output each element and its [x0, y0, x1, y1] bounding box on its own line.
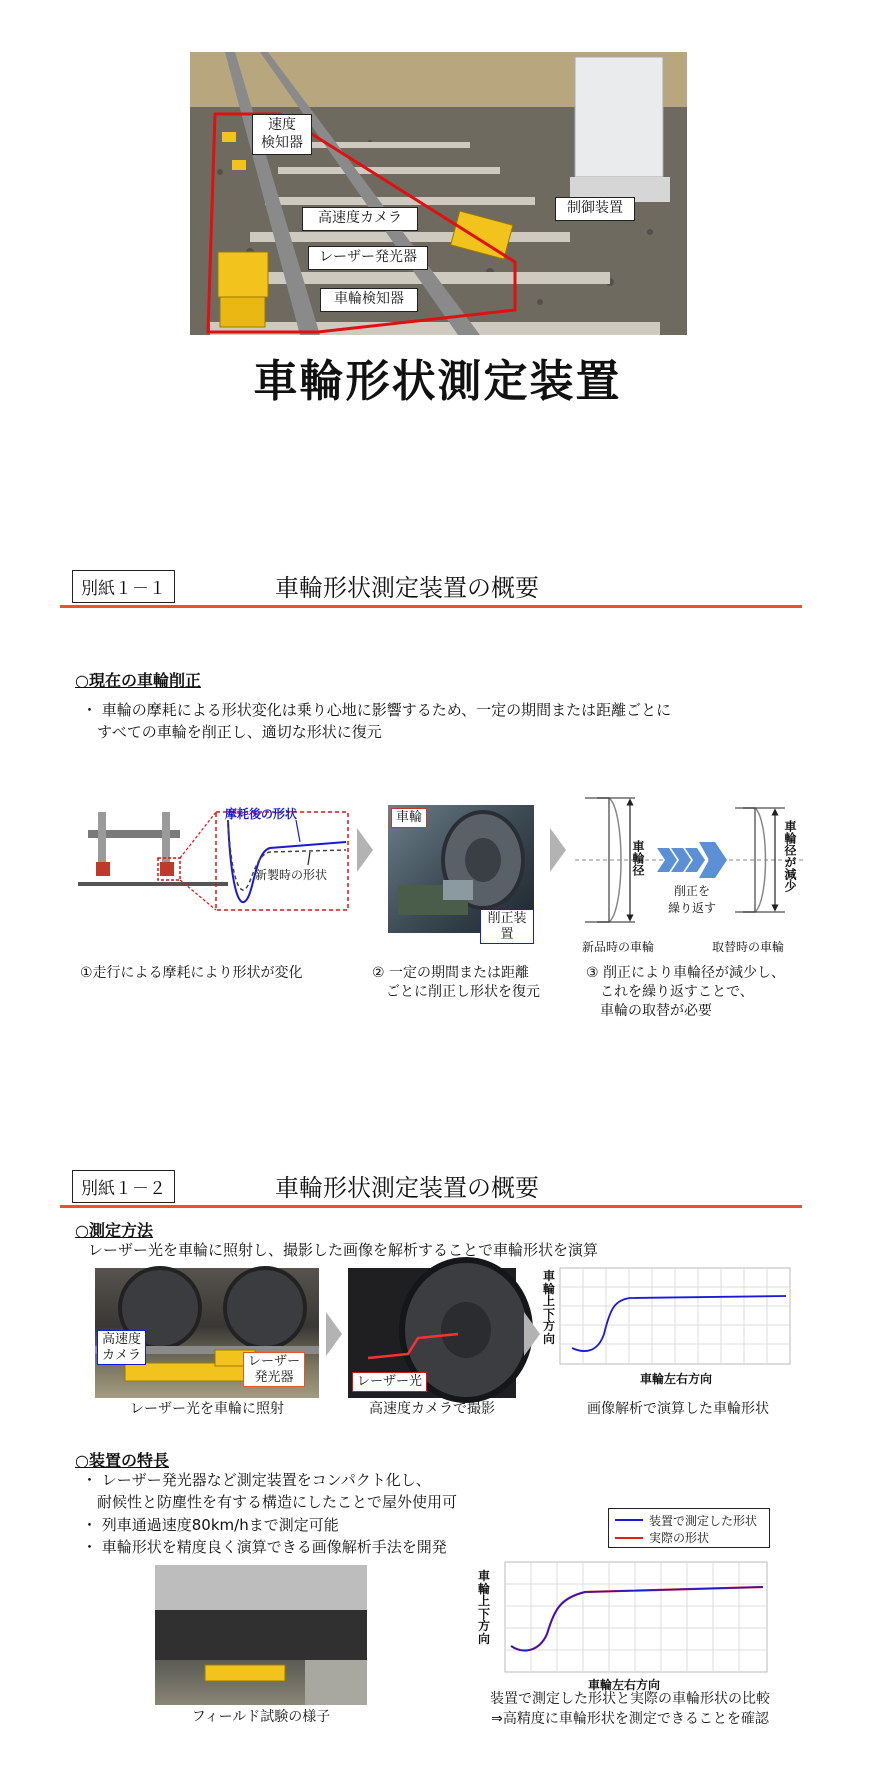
step-arrow-1: [357, 828, 373, 872]
hero-photo-scene: [190, 52, 687, 335]
step1-caption: ①走行による摩耗により形状が変化: [80, 965, 303, 981]
worn-profile-label: 摩耗後の形状: [225, 807, 298, 821]
method-arrow-2: [524, 1312, 540, 1356]
high-speed-capture-photo: [348, 1268, 516, 1398]
step-arrow-2: [550, 828, 566, 872]
section2-rule: [60, 1205, 802, 1208]
features-heading: ○装置の特長: [75, 1451, 169, 1470]
diameter-reduced-label: 車輪径が減少: [783, 820, 797, 892]
laser-emitter-photo-label: レーザー 発光器: [243, 1352, 305, 1387]
comparison-conclusion: ⇒高精度に車輪形状を測定できることを確認: [491, 1711, 769, 1727]
field-test-caption: フィールド試験の様子: [191, 1709, 331, 1725]
grinding-photo: [388, 805, 534, 942]
wheel-label: 車輪: [391, 808, 427, 828]
feature-1: ・ レーザー発光器など測定装置をコンパクト化し、 耐候性と防塵性を有する構造にしたことで屋外使用可: [82, 1471, 458, 1511]
laser-irradiation-caption: レーザー光を車輪に照射: [130, 1401, 284, 1417]
legend-measured-label: 装置で測定した形状: [649, 1514, 758, 1528]
grinding-machine-label: 削正装置: [480, 909, 534, 944]
graph1-xlabel: 車輪左右方向: [640, 1372, 713, 1386]
section1-rule: [60, 605, 802, 608]
graph-legend: [608, 1508, 770, 1548]
section1-bullet: ・ 車輪の摩耗による形状変化は乗り心地に影響するため、一定の期間または距離ごとに すべての車輪を削正し、適切な形状に復元: [82, 701, 672, 741]
method-description: レーザー光を車輪に照射し、撮影した画像を解析することで車輪形状を演算: [88, 1241, 599, 1259]
method-heading: ○測定方法: [75, 1221, 153, 1240]
field-test-photo: [155, 1565, 367, 1705]
section2-title: 車輪形状測定装置の概要: [275, 1174, 539, 1202]
method-arrow-1: [326, 1312, 342, 1356]
laser-emitter-label: レーザー発光器: [308, 246, 428, 270]
wheelset-figure: [78, 790, 368, 920]
section1-heading: ○現在の車輪削正: [75, 671, 201, 690]
laser-irradiation-photo: [95, 1268, 319, 1398]
legend-actual-label: 実際の形状: [649, 1531, 710, 1545]
new-wheel-label: 新品時の車輪: [582, 940, 655, 954]
laser-light-label: レーザー光: [352, 1372, 427, 1392]
feature-3: ・ 車輪形状を精度良く演算できる画像解析手法を開発: [82, 1538, 447, 1556]
repeat-grinding-label: 削正を 繰り返す: [668, 884, 717, 915]
field-test-scene: [155, 1565, 367, 1705]
replacement-wheel-label: 取替時の車輪: [712, 940, 785, 954]
feature-2: ・ 列車通過速度80km/hまで測定可能: [82, 1516, 339, 1534]
controller-label: 制御装置: [555, 197, 635, 221]
graph1-ylabel: 車 輪 上 下 方 向: [543, 1269, 556, 1346]
wheel-diameter-label: 車輪径: [631, 840, 645, 876]
hero-title: 車輪形状測定装置: [253, 356, 622, 407]
computed-profile-caption: 画像解析で演算した車輪形状: [587, 1401, 769, 1417]
section1-tag: 別紙１－１: [72, 570, 175, 603]
new-profile-label: 新製時の形状: [255, 868, 328, 882]
step2-caption: ② 一定の期間または距離 ごとに削正し形状を復元: [372, 965, 540, 1000]
section2-tag: 別紙１－２: [72, 1170, 175, 1203]
computed-profile-graph: [560, 1268, 790, 1364]
legend-actual-swatch: [615, 1537, 643, 1539]
wheel-detector-label: 車輪検知器: [320, 288, 418, 312]
graph2-ylabel: 車 輪 上 下 方 向: [478, 1569, 491, 1646]
step3-caption: ③ 削正により車輪径が減少し、 これを繰り返すことで、 車輪の取替が必要: [586, 965, 786, 1019]
speed-detector-label: 速度 検知器: [252, 114, 312, 155]
high-speed-camera-label: 高速度カメラ: [302, 207, 418, 231]
comparison-caption: 装置で測定した形状と実際の車輪形状の比較: [490, 1691, 770, 1707]
legend-measured-swatch: [615, 1519, 643, 1521]
camera-label: 高速度 カメラ: [97, 1330, 146, 1365]
graph2-xlabel: 車輪左右方向: [588, 1678, 661, 1692]
comparison-graph: [505, 1562, 767, 1672]
high-speed-capture-caption: 高速度カメラで撮影: [369, 1401, 495, 1417]
section1-title: 車輪形状測定装置の概要: [275, 574, 539, 602]
hero-photo: [190, 52, 687, 335]
